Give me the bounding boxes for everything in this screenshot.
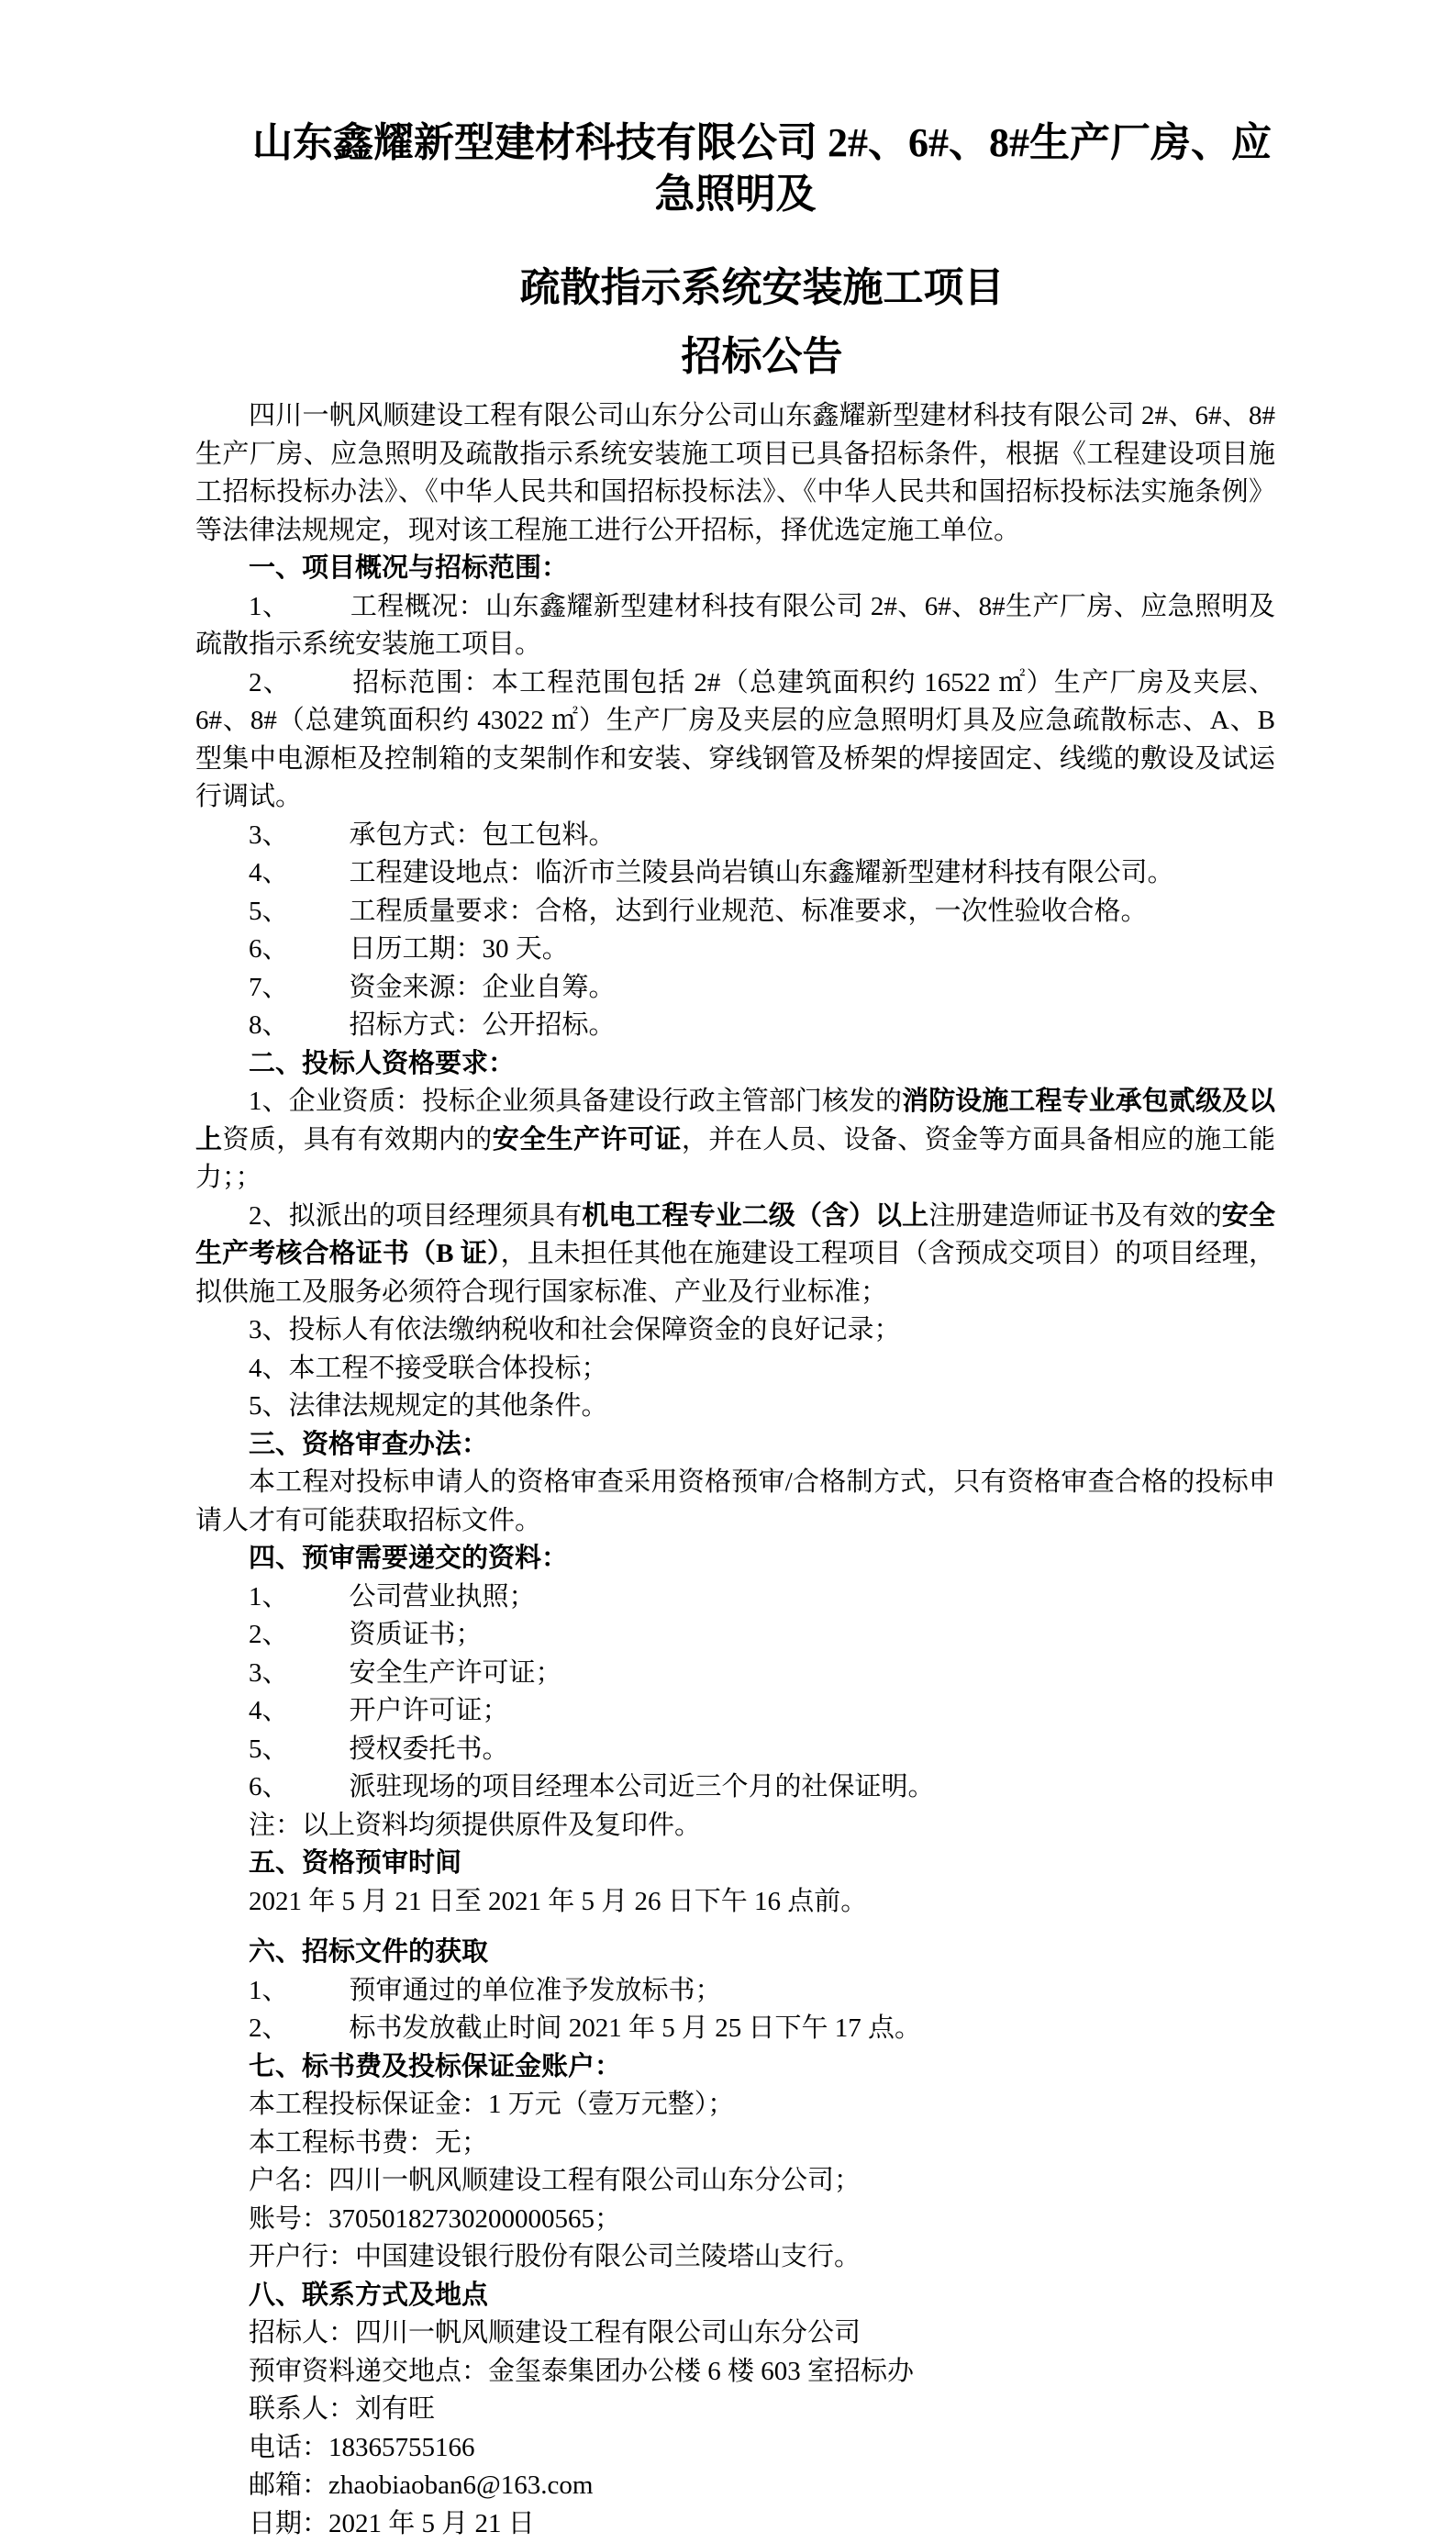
text-run: 2021 年 5 月 21 日至 2021 年 5 月 26 日下午 16 点前。 bbox=[249, 1887, 867, 1916]
bold-text-run: 安全生产考核合格证书（B 证） bbox=[195, 1201, 1275, 1269]
text-run: 公司营业执照； bbox=[350, 1582, 536, 1612]
list-item bbox=[195, 2010, 1275, 2048]
text-run: 招标方式：公开招标。 bbox=[350, 1010, 616, 1040]
text-run: 安全生产许可证； bbox=[350, 1658, 562, 1688]
section-heading bbox=[195, 1845, 1275, 1883]
paragraph bbox=[195, 2086, 1275, 2125]
text-run: 企业资质：投标企业须具备建设行政主管部门核发的 bbox=[289, 1087, 903, 1116]
list-number: 7、 bbox=[249, 973, 289, 1002]
list-item bbox=[195, 931, 1275, 969]
text-run: 法律法规规定的其他条件。 bbox=[289, 1391, 608, 1421]
text-run: 开户行：中国建设银行股份有限公司兰陵塔山支行。 bbox=[249, 2242, 861, 2271]
text-run: 预审资料递交地点：金玺泰集团办公楼 6 楼 603 室招标办 bbox=[249, 2357, 914, 2386]
list-item bbox=[195, 1007, 1275, 1045]
list-item bbox=[195, 1083, 1275, 1198]
list-item bbox=[195, 969, 1275, 1008]
list-number: 1、 bbox=[249, 1087, 289, 1116]
bold-text-run: 机电工程专业二级（含）以上 bbox=[582, 1201, 928, 1231]
section-heading bbox=[195, 1045, 1275, 1084]
section-heading bbox=[195, 550, 1275, 588]
section-heading bbox=[195, 1934, 1275, 1972]
text-run: 授权委托书。 bbox=[350, 1734, 509, 1764]
text-run: 联系人：刘有旺 bbox=[249, 2394, 435, 2424]
paragraph bbox=[195, 2125, 1275, 2163]
section-heading bbox=[195, 2048, 1275, 2087]
list-number: 4、 bbox=[249, 1696, 289, 1725]
text-run: 投标人有依法缴纳税收和社会保障资金的良好记录； bbox=[289, 1315, 901, 1344]
paragraph bbox=[195, 2314, 1275, 2353]
paragraph bbox=[195, 2162, 1275, 2201]
text-run: 预审通过的单位准予发放标书； bbox=[350, 1976, 722, 2005]
paragraph bbox=[195, 2505, 1275, 2543]
text-run: 日历工期：30 天。 bbox=[350, 934, 569, 964]
text-run: 承包方式：包工包料。 bbox=[350, 820, 616, 850]
text-run: 招标范围：本工程范围包括 2#（总建筑面积约 16522 ㎡）生产厂房及夹层、6#、8#（总建筑面积约 43022 ㎡）生产厂房及夹层的应急照明灯具及应急疏散标志、A、B 型集中电源柜及控制箱的支架制作和安装、穿线钢管及桥架的焊接固定、线缆的敷设及试运行调试。 bbox=[195, 668, 1275, 812]
list-number: 6、 bbox=[249, 1772, 289, 1801]
paragraph bbox=[195, 2353, 1275, 2392]
text-run: 工程建设地点：临沂市兰陵县尚岩镇山东鑫耀新型建材科技有限公司。 bbox=[350, 858, 1174, 887]
text-run: 工程概况：山东鑫耀新型建材科技有限公司 2#、6#、8#生产厂房、应急照明及疏散指示系统安装施工项目。 bbox=[195, 592, 1275, 660]
text-run: 电话：18365755166 bbox=[249, 2433, 475, 2462]
text-run: 账号：37050182730200000565； bbox=[249, 2204, 621, 2234]
section-heading bbox=[195, 1426, 1275, 1465]
list-item bbox=[195, 664, 1275, 817]
list-number: 2、 bbox=[249, 1620, 289, 1649]
bold-text-run: 六、招标文件的获取 bbox=[249, 1937, 488, 1967]
list-number: 1、 bbox=[249, 1582, 289, 1612]
text-run: 本工程不接受联合体投标； bbox=[289, 1354, 608, 1383]
paragraph bbox=[195, 2429, 1275, 2468]
list-item bbox=[195, 1198, 1275, 1312]
list-number: 5、 bbox=[249, 1734, 289, 1764]
text-run: 本工程标书费：无； bbox=[249, 2128, 488, 2158]
text-run: 日期：2021 年 5 月 21 日 bbox=[249, 2509, 535, 2538]
bold-text-run: 消防设施工程专业承包贰级及以上 bbox=[195, 1087, 1275, 1154]
text-run: 本工程对投标申请人的资格审查采用资格预审/合格制方式，只有资格审查合格的投标申请人才有可能获取招标文件。 bbox=[195, 1467, 1275, 1535]
text-run: 资质，具有有效期内的 bbox=[222, 1125, 492, 1154]
text-run: 派驻现场的项目经理本公司近三个月的社保证明。 bbox=[350, 1772, 935, 1801]
list-number: 2、 bbox=[249, 2013, 289, 2043]
list-number: 6、 bbox=[249, 934, 289, 964]
list-item bbox=[195, 1350, 1275, 1389]
blank-line bbox=[195, 1921, 1275, 1934]
list-item bbox=[195, 1731, 1275, 1769]
list-item bbox=[195, 1578, 1275, 1617]
bold-text-run: 三、资格审查办法： bbox=[249, 1430, 488, 1459]
paragraph bbox=[195, 397, 1275, 550]
bold-text-run: 一、项目概况与招标范围： bbox=[249, 553, 568, 583]
section-heading bbox=[195, 2277, 1275, 2315]
list-number: 5、 bbox=[249, 1391, 289, 1421]
paragraph bbox=[195, 2467, 1275, 2505]
list-number: 5、 bbox=[249, 897, 289, 926]
text-run: ，且未担任其他在施建设工程项目（含预成交项目）的项目经理，拟供施工及服务必须符合现行国家标准、产业及行业标准； bbox=[195, 1239, 1275, 1307]
text-run: 本工程投标保证金：1 万元（壹万元整）； bbox=[249, 2090, 734, 2119]
text-run: 标书发放截止时间 2021 年 5 月 25 日下午 17 点。 bbox=[350, 2013, 922, 2043]
text-run: 资金来源：企业自筹。 bbox=[350, 973, 616, 1002]
section-heading bbox=[195, 1540, 1275, 1578]
bold-text-run: 四、预审需要递交的资料： bbox=[249, 1544, 568, 1573]
list-item bbox=[195, 1768, 1275, 1807]
list-number: 2、 bbox=[249, 1201, 289, 1231]
list-number: 3、 bbox=[249, 820, 289, 850]
list-item bbox=[195, 1972, 1275, 2011]
list-item bbox=[195, 1311, 1275, 1350]
document-title-line1: 山东鑫耀新型建材科技有限公司 2#、6#、8#生产厂房、应急照明及 bbox=[195, 117, 1275, 220]
paragraph bbox=[195, 1464, 1275, 1540]
list-item bbox=[195, 893, 1275, 931]
text-run: 注册建造师证书及有效的 bbox=[928, 1201, 1222, 1231]
text-run: 户名：四川一帆风顺建设工程有限公司山东分公司； bbox=[249, 2166, 861, 2195]
list-item bbox=[195, 817, 1275, 855]
bold-text-run: 安全生产许可证 bbox=[493, 1125, 682, 1154]
text-run: 招标人：四川一帆风顺建设工程有限公司山东分公司 bbox=[249, 2318, 861, 2348]
bold-text-run: 二、投标人资格要求： bbox=[249, 1049, 515, 1078]
list-item bbox=[195, 1655, 1275, 1693]
paragraph bbox=[195, 2238, 1275, 2277]
bold-text-run: 八、联系方式及地点 bbox=[249, 2281, 488, 2310]
text-run: 注：以上资料均须提供原件及复印件。 bbox=[249, 1811, 701, 1840]
paragraph bbox=[195, 2201, 1275, 2239]
list-item bbox=[195, 1692, 1275, 1731]
document-subtitle: 招标公告 bbox=[195, 331, 1275, 383]
list-number: 2、 bbox=[249, 668, 291, 697]
list-number: 3、 bbox=[249, 1315, 289, 1344]
list-number: 4、 bbox=[249, 1354, 289, 1383]
list-item bbox=[195, 1388, 1275, 1426]
list-item bbox=[195, 588, 1275, 664]
list-item bbox=[195, 854, 1275, 893]
text-run: 四川一帆风顺建设工程有限公司山东分公司山东鑫耀新型建材科技有限公司 2#、6#、8#生产厂房、应急照明及疏散指示系统安装施工项目已具备招标条件，根据《工程建设项目施工招标投标办法》、《中华人民共和国招标投标法》、《中华人民共和国招标投标法实施条例》等法律法规规定，现对该工程施工进行公开招标，择优选定施工单位。 bbox=[195, 401, 1275, 545]
text-run: 开户许可证； bbox=[350, 1696, 509, 1725]
bold-text-run: 五、资格预审时间 bbox=[249, 1848, 461, 1878]
list-number: 3、 bbox=[249, 1658, 289, 1688]
document-body bbox=[195, 397, 1275, 2543]
bold-text-run: 七、标书费及投标保证金账户： bbox=[249, 2052, 621, 2081]
list-number: 8、 bbox=[249, 1010, 289, 1040]
text-run: 资质证书； bbox=[350, 1620, 483, 1649]
paragraph bbox=[195, 1883, 1275, 1922]
list-item bbox=[195, 1616, 1275, 1655]
list-number: 4、 bbox=[249, 858, 289, 887]
text-run: 邮箱：zhaobiaoban6@163.com bbox=[249, 2471, 593, 2500]
document-title-line2: 疏散指示系统安装施工项目 bbox=[195, 262, 1275, 314]
text-run: 拟派出的项目经理须具有 bbox=[289, 1201, 583, 1231]
list-number: 1、 bbox=[249, 592, 289, 621]
paragraph bbox=[195, 1807, 1275, 1846]
text-run: 工程质量要求：合格，达到行业规范、标准要求，一次性验收合格。 bbox=[350, 897, 1148, 926]
list-number: 1、 bbox=[249, 1976, 289, 2005]
paragraph bbox=[195, 2391, 1275, 2429]
text-run: ，并在人员、设备、资金等方面具备相应的施工能力；； bbox=[195, 1125, 1275, 1193]
